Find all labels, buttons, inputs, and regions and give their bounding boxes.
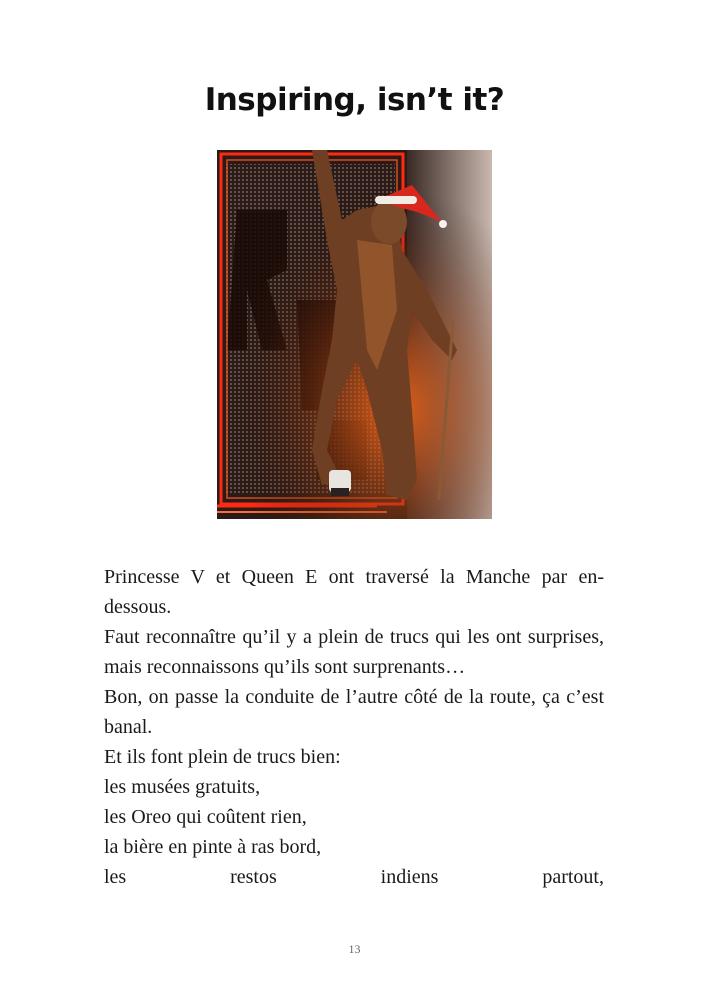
page-number: 13 [348, 942, 361, 956]
list-line: les Oreo qui coûtent rien, [104, 806, 307, 828]
paragraph: Faut reconnaître qu’il y a plein de trucs qui les ont surprises, mais reconnaissons qu’ils sont surprenants… [104, 626, 604, 678]
paragraph: Et ils font plein de trucs bien: [104, 746, 341, 768]
body-text [104, 562, 604, 892]
statue-photo [217, 150, 492, 519]
paragraph: Bon, on passe la conduite de l’autre côté de la route, ça c’est banal. [104, 686, 604, 738]
page-title: Inspiring, isn’t it? [204, 82, 505, 118]
list-line: les restos indiens partout, [104, 866, 604, 888]
list-line: la bière en pinte à ras bord, [104, 836, 322, 858]
paragraph: Princesse V et Queen E ont traversé la Manche par en-dessous. [104, 566, 604, 618]
list-line: les musées gratuits, [104, 776, 261, 798]
